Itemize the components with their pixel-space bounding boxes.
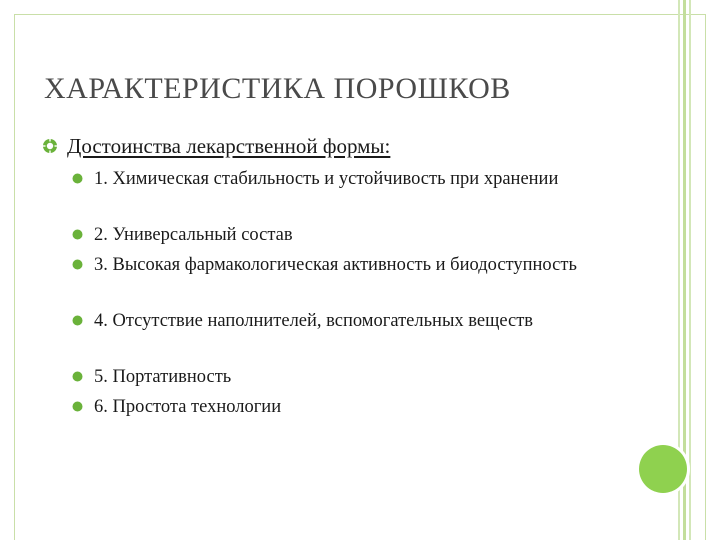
list-item-text: 4. Отсутствие наполнителей, вспомогательных веществ — [94, 311, 534, 331]
round-bullet-icon — [72, 371, 83, 382]
main-point: Достоинства лекарственной формы: — [67, 134, 391, 158]
round-bullet-icon — [72, 315, 83, 326]
decorative-circle — [639, 445, 687, 493]
round-bullet-icon — [72, 259, 83, 270]
slide-title: ХАРАКТЕРИСТИКА ПОРОШКОВ — [44, 72, 511, 105]
gear-bullet-icon — [42, 138, 58, 154]
list-item-text: 5. Портативность — [94, 367, 232, 387]
list-item-text: 2. Универсальный состав — [94, 225, 293, 245]
list-item-text: 1. Химическая стабильность и устойчивость при хранении — [94, 169, 559, 189]
round-bullet-icon — [72, 173, 83, 184]
list-item-text: 6. Простота технологии — [94, 397, 282, 417]
round-bullet-icon — [72, 401, 83, 412]
round-bullet-icon — [72, 229, 83, 240]
decorative-rail — [689, 0, 691, 540]
list-item-text: 3. Высокая фармакологическая активность и биодоступность — [94, 255, 577, 275]
